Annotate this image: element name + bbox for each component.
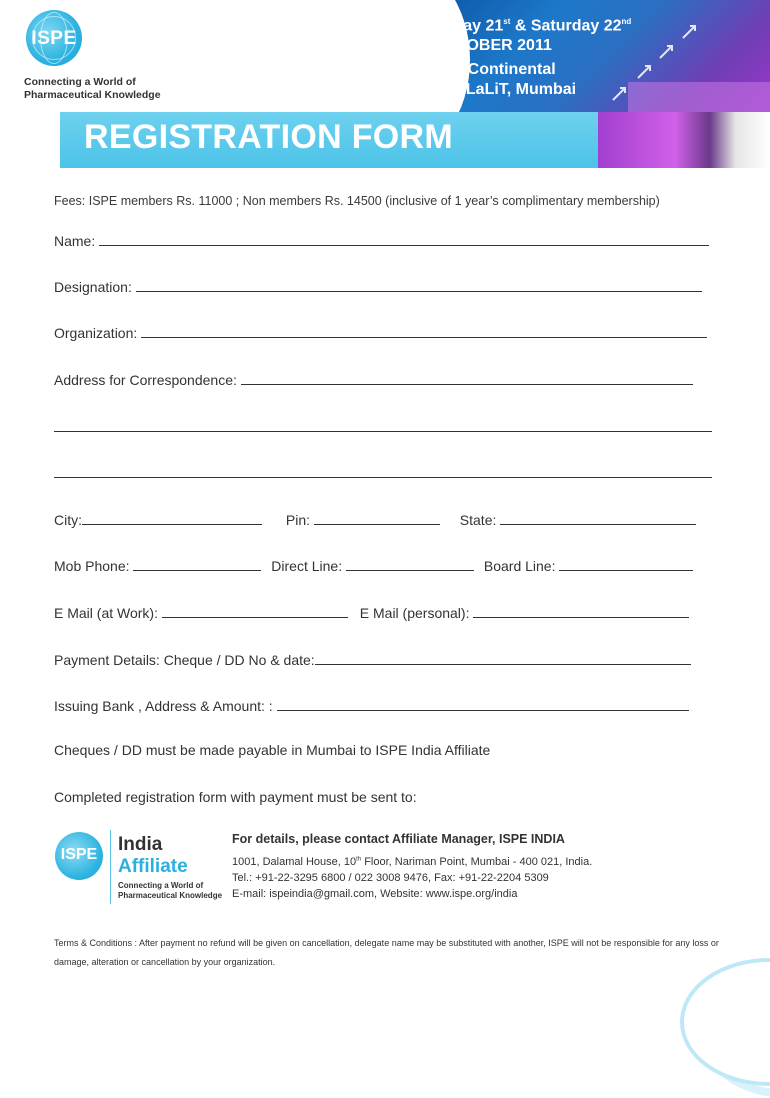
- address-row: [54, 370, 693, 388]
- event-details: [433, 12, 631, 100]
- terms-conditions: Terms & Conditions : After payment no refund will be given on cancellation, delegate name may be substituted with another, ISPE will not be responsible for any loss or damage, alteration or cancellation by your organization.: [54, 938, 719, 967]
- organization-label: Organization:: [54, 325, 138, 341]
- name-label: Name:: [54, 233, 96, 249]
- pin-field[interactable]: [314, 510, 440, 525]
- city-label: City:: [54, 512, 82, 528]
- designation-label: Designation:: [54, 279, 132, 295]
- footer-india: India: [118, 834, 163, 855]
- corner-decoration: [680, 958, 770, 1086]
- payment-field[interactable]: [315, 650, 691, 665]
- name-row: [54, 231, 709, 249]
- payment-label: Payment Details: Cheque / DD No & date:: [54, 652, 315, 668]
- issuing-bank-field[interactable]: [277, 696, 689, 711]
- address-label: Address for Correspondence:: [54, 372, 237, 388]
- event-venue: InterContinental: [433, 61, 556, 79]
- email-work-label: E Mail (at Work):: [54, 605, 158, 621]
- board-line-field[interactable]: [559, 556, 693, 571]
- event-dates: Friday 21st & Saturday 22nd: [433, 17, 632, 35]
- issuing-bank-row: [54, 696, 689, 714]
- fees-text: Fees: ISPE members Rs. 11000 ; Non members Rs. 14500 (inclusive of 1 year’s complimentary membership): [54, 194, 660, 208]
- footer-affiliate: Affiliate: [118, 856, 188, 877]
- logo-text: ISPE: [31, 28, 77, 49]
- issuing-bank-label: Issuing Bank , Address & Amount: :: [54, 698, 273, 714]
- lab-photo: [598, 112, 770, 168]
- organization-row: [54, 323, 707, 341]
- designation-row: [54, 277, 702, 295]
- footer-tagline: Connecting a World of Pharmaceutical Knowledge: [118, 881, 223, 900]
- mob-phone-field[interactable]: [133, 556, 261, 571]
- pin-label: Pin:: [285, 512, 311, 528]
- email-personal-field[interactable]: [473, 603, 689, 618]
- email-row: [54, 603, 689, 621]
- state-field[interactable]: [500, 510, 696, 525]
- state-label: State:: [459, 512, 497, 528]
- phone-row: [54, 556, 693, 574]
- footer-logo-text: ISPE: [60, 846, 98, 863]
- city-row: [54, 510, 696, 528]
- mob-phone-label: Mob Phone:: [54, 558, 130, 574]
- board-line-label: Board Line:: [483, 558, 556, 574]
- event-venue-city: The LaLiT, Mumbai: [433, 81, 577, 99]
- city-field[interactable]: [82, 510, 262, 525]
- contact-heading: For details, please contact Affiliate Manager, ISPE INDIA: [232, 832, 565, 846]
- email-personal-label: E Mail (personal):: [359, 605, 470, 621]
- contact-email: E-mail: ispeindia@gmail.com, Website: www.ispe.org/india: [232, 888, 518, 900]
- form-title: REGISTRATION FORM: [84, 118, 454, 156]
- address-field[interactable]: [241, 370, 693, 385]
- completed-note: Completed registration form with payment must be sent to:: [54, 789, 417, 805]
- contact-tel: Tel.: +91-22-3295 6800 / 022 3008 9476, Fax: +91-22-2204 5309: [232, 872, 549, 884]
- cheques-note: Cheques / DD must be made payable in Mumbai to ISPE India Affiliate: [54, 742, 491, 758]
- contact-address: 1001, Dalamal House, 10th Floor, Nariman Point, Mumbai - 400 021, India.: [232, 856, 593, 868]
- footer-divider: [110, 830, 111, 904]
- name-field[interactable]: [99, 231, 709, 246]
- designation-field[interactable]: [136, 277, 702, 292]
- event-month: OCTOBER 2011: [433, 37, 552, 55]
- address-line-2[interactable]: [54, 431, 712, 432]
- organization-field[interactable]: [141, 323, 707, 338]
- logo-tagline: Connecting a World of Pharmaceutical Knowledge: [24, 76, 161, 101]
- direct-line-label: Direct Line:: [271, 558, 343, 574]
- payment-row: [54, 650, 691, 668]
- direct-line-field[interactable]: [346, 556, 474, 571]
- email-work-field[interactable]: [162, 603, 348, 618]
- address-line-3[interactable]: [54, 477, 712, 478]
